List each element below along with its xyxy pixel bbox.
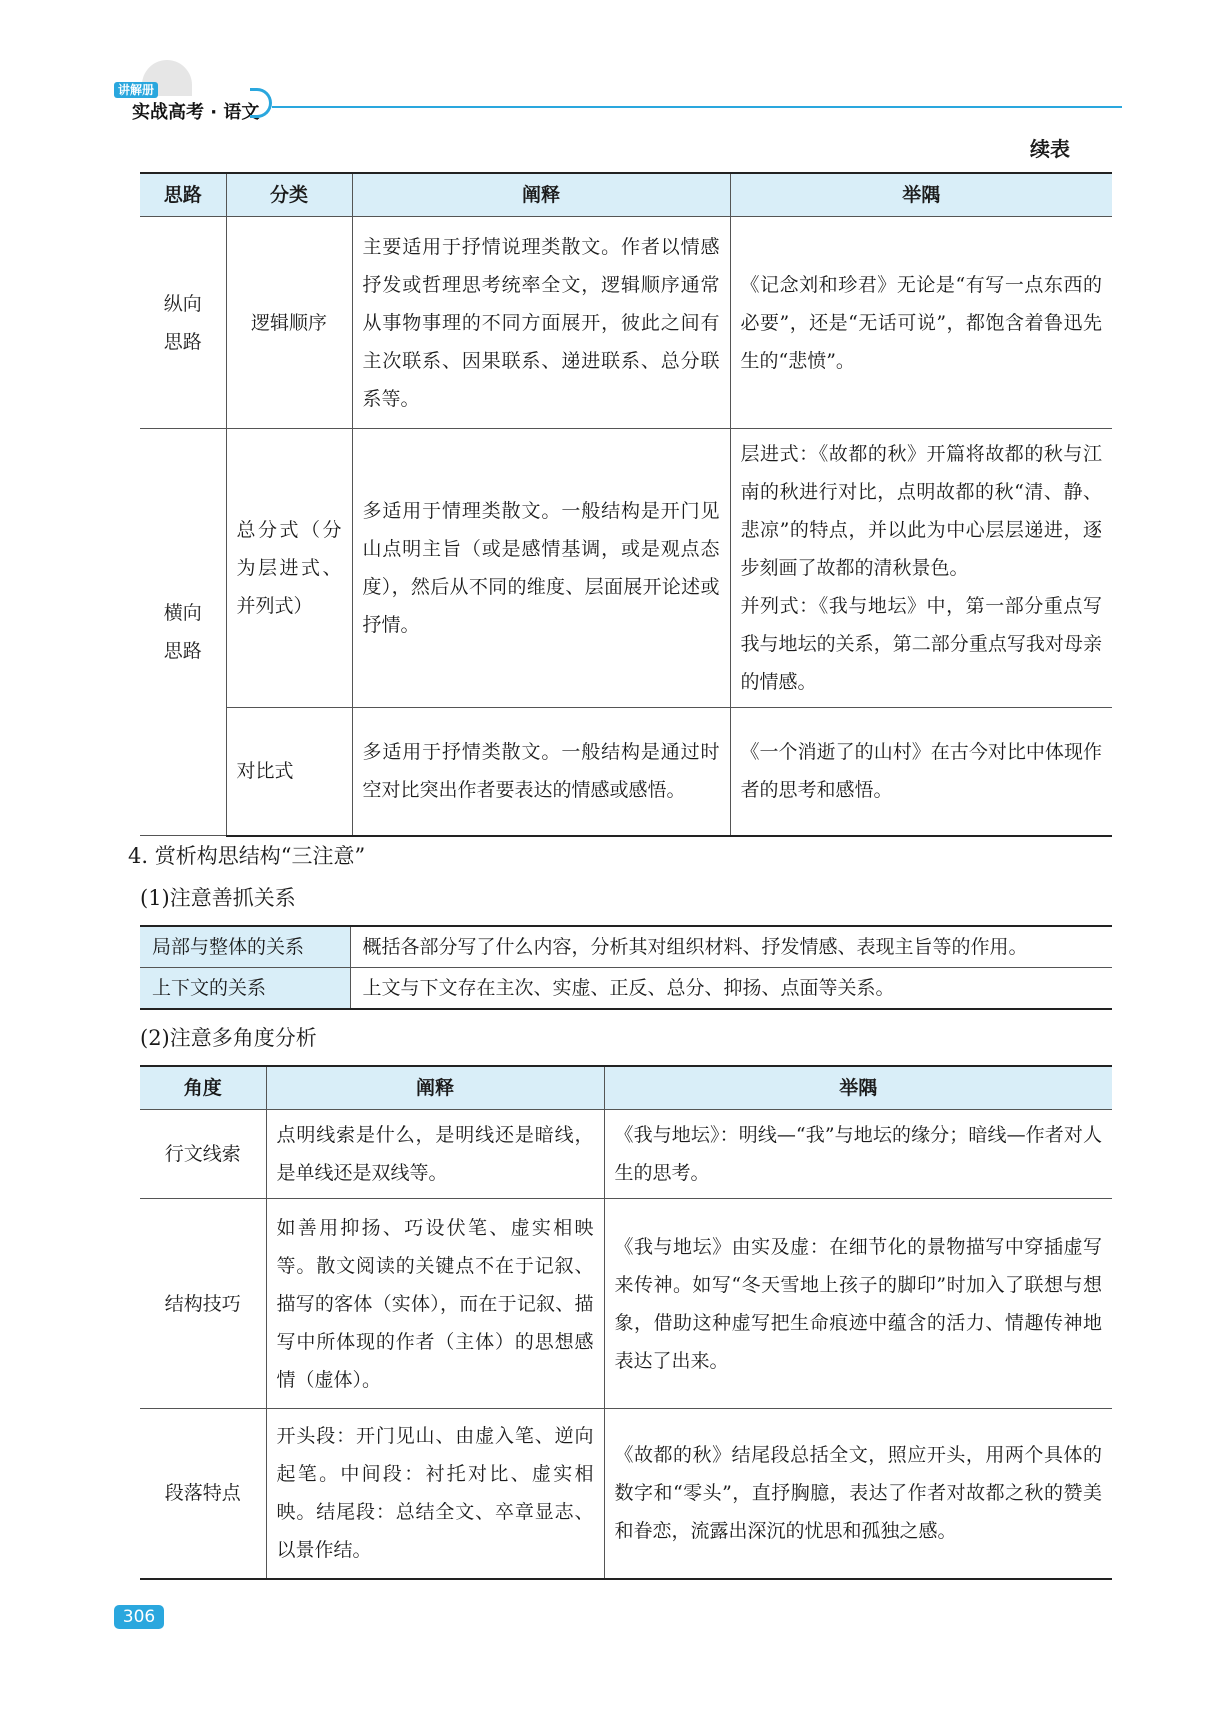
table-row [140,1199,1112,1409]
section-title: 4. 赏析构思结构“三注意” [128,844,366,868]
header-cell: 阐释 [352,173,730,217]
table-row [140,708,1112,836]
header-cell: 思路 [140,173,226,217]
example-progressive: 层进式：《故都的秋》开篇将故都的秋与江南的秋进行对比，点明故都的秋“清、静、悲凉”的特点，并以此为中心层层递进，逐步刻画了故都的清秋景色。 [740,443,1102,579]
angle-cell: 结构技巧 [140,1199,266,1409]
continued-label: 续表 [1030,137,1070,161]
angle-cell: 行文线索 [140,1110,266,1199]
header-curve [250,88,272,118]
relation-text: 上文与下文存在主次、实虚、正反、总分、抑扬、点面等关系。 [350,968,1112,1010]
example-cell [730,429,1112,708]
category-cell: 逻辑顺序 [226,217,352,429]
example-cell: 《我与地坛》由实及虚：在细节化的景物描写中穿插虚写来传神。如写“冬天雪地上孩子的脚印”时加入了联想与想象，借助这种虚写把生命痕迹中蕴含的活力、情趣传神地表达了出来。 [604,1199,1112,1409]
relation-text: 概括各部分写了什么内容，分析其对组织材料、抒发情感、表现主旨等的作用。 [350,926,1112,968]
header-cell: 举隅 [604,1066,1112,1110]
category-cell: 总分式（分为层进式、并列式） [226,429,352,708]
example-cell: 《故都的秋》结尾段总括全文，照应开头，用两个具体的数字和“零头”，直抒胸臆，表达了作者对故都之秋的赞美和眷恋，流露出深沉的忧思和孤独之感。 [604,1409,1112,1579]
angle-analysis-table [140,1065,1112,1580]
thinking-structure-table [140,172,1112,837]
table-row [140,1110,1112,1199]
example-cell: 《我与地坛》：明线—“我”与地坛的缘分；暗线—作者对人生的思考。 [604,1110,1112,1199]
page-number: 306 [114,1605,164,1629]
table-row [140,217,1112,429]
explanation-cell: 如善用抑扬、巧设伏笔、虚实相映等。散文阅读的关键点不在于记叙、描写的客体（实体），而在于记叙、描写中所体现的作者（主体）的思想感情（虚体）。 [266,1199,604,1409]
table-header-row [140,173,1112,217]
table-row [140,926,1112,968]
header-rule [272,106,1122,108]
relations-table [140,925,1112,1010]
relation-label: 上下文的关系 [140,968,350,1010]
explanation-cell: 多适用于情理类散文。一般结构是开门见山点明主旨（或是感情基调，或是观点态度），然后从不同的维度、层面展开论述或抒情。 [352,429,730,708]
explanation-cell: 开头段：开门见山、由虚入笔、逆向起笔。中间段：衬托对比、虚实相映。结尾段：总结全文、卒章显志、以景作结。 [266,1409,604,1579]
category-cell: 对比式 [226,708,352,836]
table-header-row [140,1066,1112,1110]
idea-cell: 横向思路 [140,429,226,836]
explanation-cell: 主要适用于抒情说理类散文。作者以情感抒发或哲理思考统率全文，逻辑顺序通常从事物事理的不同方面展开，彼此之间有主次联系、因果联系、递进联系、总分联系等。 [352,217,730,429]
header-cell: 阐释 [266,1066,604,1110]
subsection-title: (1)注意善抓关系 [140,886,296,910]
explanation-cell: 点明线索是什么，是明线还是暗线，是单线还是双线等。 [266,1110,604,1199]
explanation-cell: 多适用于抒情类散文。一般结构是通过时空对比突出作者要表达的情感或感悟。 [352,708,730,836]
table-row [140,1409,1112,1579]
example-parallel: 并列式：《我与地坛》中，第一部分重点写我与地坛的关系，第二部分重点写我对母亲的情感。 [740,595,1102,693]
example-cell: 《记念刘和珍君》无论是“有写一点东西的必要”，还是“无话可说”，都饱含着鲁迅先生的“悲愤”。 [730,217,1112,429]
header-title: 实战高考 · 语文 [132,102,260,123]
angle-cell: 段落特点 [140,1409,266,1579]
relation-label: 局部与整体的关系 [140,926,350,968]
table-row [140,968,1112,1010]
header-cell: 举隅 [730,173,1112,217]
subsection-title: (2)注意多角度分析 [140,1026,317,1050]
header-tag: 讲解册 [114,82,158,98]
header-cell: 角度 [140,1066,266,1110]
idea-cell: 纵向思路 [140,217,226,429]
table-row [140,429,1112,708]
header-cell: 分类 [226,173,352,217]
example-cell: 《一个消逝了的山村》在古今对比中体现作者的思考和感悟。 [730,708,1112,836]
